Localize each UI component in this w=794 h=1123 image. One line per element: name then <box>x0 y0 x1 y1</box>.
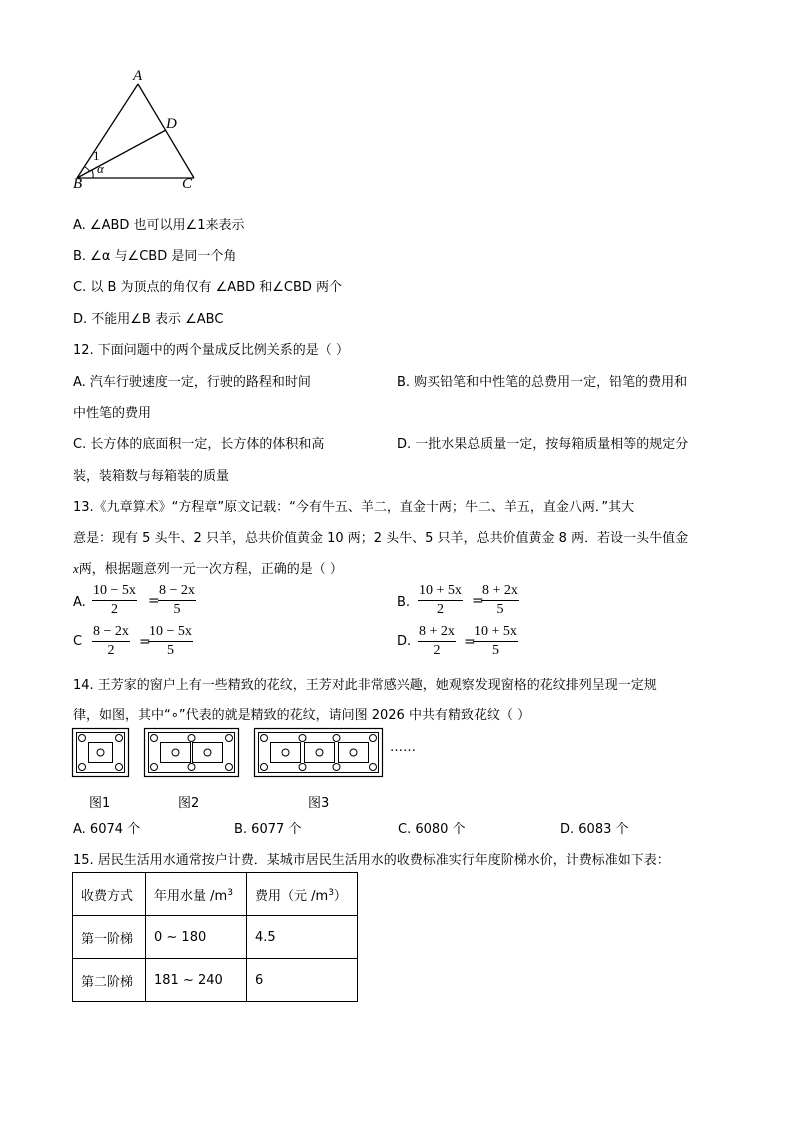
pattern-figure-2 <box>144 728 240 778</box>
q13-option-b-left-fraction <box>418 583 463 618</box>
q12-option-c: C. 长方体的底面积一定，长方体的体积和高 <box>73 437 325 452</box>
table-cell: 第一阶梯 <box>73 916 146 959</box>
table-header-cell <box>247 873 358 916</box>
numerator: 8 − 2x <box>92 624 130 642</box>
angle-alpha-label: α <box>97 161 104 176</box>
q14-option-c: C. 6080 个 <box>398 822 466 837</box>
vertex-label-a: A <box>133 68 143 84</box>
vertex-label-b: B <box>73 176 83 192</box>
pattern-ellipsis: …… <box>390 740 416 755</box>
denominator: 5 <box>173 602 181 617</box>
q13-option-b-label: B. <box>397 595 411 610</box>
numerator: 8 − 2x <box>158 583 196 601</box>
table-header-row <box>73 873 358 916</box>
numerator: 10 − 5x <box>92 583 137 601</box>
q13-stem-line3-text: 两，根据题意列一元一次方程，正确的是（ ） <box>78 562 343 577</box>
q12-option-d-line1: D. 一批水果总质量一定，按每箱质量相等的规定分 <box>397 437 689 452</box>
q13-stem-line2: 意是：现有 5 头牛、2 只羊，总共价值黄金 10 两；2 头牛、5 只羊，总共价值黄金 8 两．若设一头牛值金 <box>73 531 689 546</box>
equals-sign: = <box>464 634 476 650</box>
table-header-cell: 收费方式 <box>73 873 146 916</box>
numerator: 10 − 5x <box>148 624 193 642</box>
table-row <box>73 916 358 959</box>
q14-stem-line1: 14. 王芳家的窗户上有一些精致的花纹，王芳对此非常感兴趣，她观察发现窗格的花纹排列呈现一定规 <box>73 678 657 693</box>
q12-option-a: A. 汽车行驶速度一定，行驶的路程和时间 <box>73 375 311 390</box>
denominator: 2 <box>107 643 115 658</box>
q15-stem: 15. 居民生活用水通常按户计费．某城市居民生活用水的收费标准实行年度阶梯水价，计费标准如下表： <box>73 853 670 868</box>
numerator: 10 + 5x <box>473 624 518 642</box>
superscript: 3 <box>328 887 334 898</box>
q13-option-c-left-fraction <box>92 624 130 659</box>
angle-1-label: 1 <box>93 148 100 163</box>
figure-label-3: 图3 <box>308 796 330 811</box>
q13-option-b-right-fraction <box>481 583 519 618</box>
q11-option-b: B. ∠α 与∠CBD 是同一个角 <box>73 249 237 264</box>
table-cell: 181 ~ 240 <box>146 959 247 1002</box>
q13-stem-line1: 13.《九章算术》“方程章”原文记载：“今有牛五、羊二，直金十两；牛二、羊五，直金八两．”其大 <box>73 500 635 515</box>
header-suffix: ） <box>333 888 347 904</box>
q12-option-b-line2: 中性笔的费用 <box>73 406 152 421</box>
q13-option-a-label: A. <box>73 595 86 610</box>
q13-option-a-left-fraction <box>92 583 137 618</box>
q13-option-d-left-fraction <box>418 624 456 659</box>
header-text: 年用水量 /m <box>154 888 228 904</box>
q13-option-c-label: C <box>73 634 83 649</box>
equals-sign: = <box>139 634 151 650</box>
q13-stem-line3 <box>73 558 343 577</box>
pattern-figure-3 <box>254 728 384 778</box>
pattern-figure-1 <box>72 728 130 778</box>
q11-option-c: C. 以 B 为顶点的角仅有 ∠ABD 和∠CBD 两个 <box>73 280 343 295</box>
denominator: 5 <box>166 643 174 658</box>
q13-option-d-label: D. <box>397 634 412 649</box>
equals-sign: = <box>148 593 160 609</box>
equals-sign: = <box>472 593 484 609</box>
q14-stem-line2: 律，如图，其中“∘”代表的就是精致的花纹，请问图 2026 中共有精致花纹（ ） <box>73 708 531 723</box>
superscript: 3 <box>227 887 233 898</box>
variable-x: x <box>73 561 79 576</box>
table-cell: 第二阶梯 <box>73 959 146 1002</box>
table-row <box>73 959 358 1002</box>
denominator: 5 <box>496 602 504 617</box>
table-header-cell <box>146 873 247 916</box>
numerator: 10 + 5x <box>418 583 463 601</box>
q11-option-d: D. 不能用∠B 表示 ∠ABC <box>73 312 224 327</box>
q11-option-a: A. ∠ABD 也可以用∠1来表示 <box>73 218 245 233</box>
numerator: 8 + 2x <box>481 583 519 601</box>
water-fee-table <box>72 872 358 1002</box>
q14-option-d: D. 6083 个 <box>560 822 629 837</box>
q14-option-a: A. 6074 个 <box>73 822 141 837</box>
denominator: 2 <box>433 643 441 658</box>
triangle-figure <box>66 68 226 198</box>
table-cell: 6 <box>247 959 358 1002</box>
vertex-label-c: C <box>182 176 193 192</box>
denominator: 2 <box>436 602 444 617</box>
figure-label-1: 图1 <box>89 796 111 811</box>
q13-option-a-right-fraction <box>158 583 196 618</box>
table-cell: 0 ~ 180 <box>146 916 247 959</box>
numerator: 8 + 2x <box>418 624 456 642</box>
figure-label-2: 图2 <box>178 796 200 811</box>
q12-option-b-line1: B. 购买铅笔和中性笔的总费用一定，铅笔的费用和 <box>397 375 688 390</box>
header-text: 费用（元 /m <box>255 888 329 904</box>
q14-option-b: B. 6077 个 <box>234 822 302 837</box>
q12-stem: 12. 下面问题中的两个量成反比例关系的是（ ） <box>73 343 349 358</box>
denominator: 5 <box>491 643 499 658</box>
q13-option-d-right-fraction <box>473 624 518 659</box>
q12-option-d-line2: 装，装箱数与每箱装的质量 <box>73 469 230 484</box>
q13-option-c-right-fraction <box>148 624 193 659</box>
denominator: 2 <box>110 602 118 617</box>
table-cell: 4.5 <box>247 916 358 959</box>
vertex-label-d: D <box>166 116 177 132</box>
